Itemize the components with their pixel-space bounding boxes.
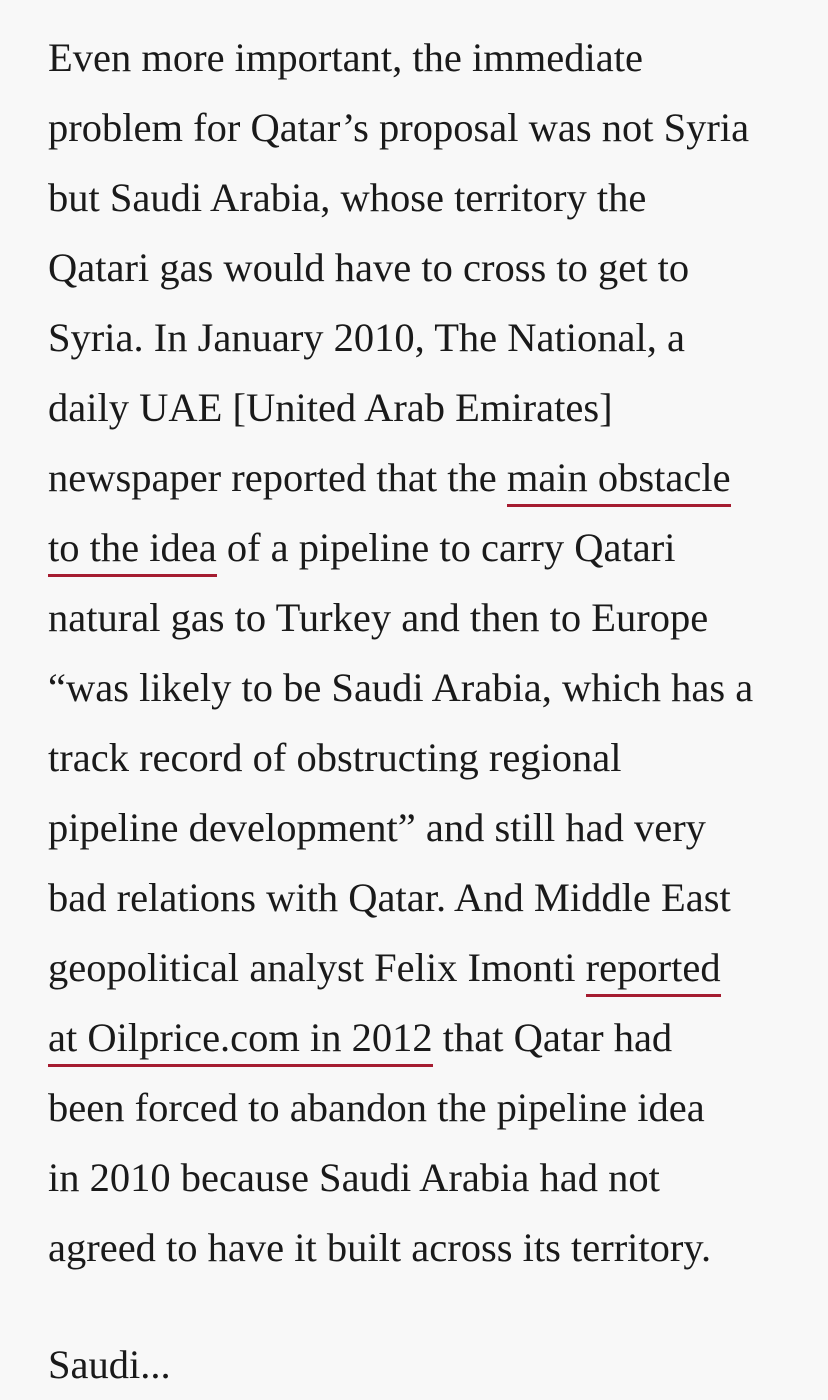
main-obstacle-link[interactable]: main obstacle: [507, 455, 731, 507]
paragraph-line: problem for Qatar’s proposal was not Syria: [48, 105, 750, 150]
paragraph-line: in 2010 because Saudi Arabia had not: [48, 1155, 660, 1200]
paragraph-text: that Qatar had: [432, 1015, 673, 1060]
paragraph-line: track record of obstructing regional: [48, 735, 622, 780]
paragraph-line: Syria. In January 2010, The National, a: [48, 315, 685, 360]
paragraph-line: Qatari gas would have to cross to get to: [48, 245, 690, 290]
paragraph-text: newspaper reported that the: [48, 455, 507, 500]
paragraph-line: [48, 513, 780, 583]
paragraph-line: [48, 933, 780, 1003]
paragraph-line: natural gas to Turkey and then to Europe: [48, 595, 709, 640]
paragraph-line: [48, 443, 780, 513]
paragraph-line: agreed to have it built across its territory.: [48, 1225, 712, 1270]
article-paragraph: [48, 0, 780, 1283]
paragraph-text: of a pipeline to carry Qatari: [216, 525, 676, 570]
oilprice-report-link-continued[interactable]: at Oilprice.com in 2012: [48, 1015, 433, 1067]
paragraph-line: bad relations with Qatar. And Middle East: [48, 875, 731, 920]
paragraph-line: [48, 1003, 780, 1073]
paragraph-text: geopolitical analyst Felix Imonti: [48, 945, 586, 990]
paragraph-line: pipeline development” and still had very: [48, 805, 706, 850]
paragraph-line: daily UAE [United Arab Emirates]: [48, 385, 613, 430]
paragraph-line: “was likely to be Saudi Arabia, which has a: [48, 665, 754, 710]
main-obstacle-link-continued[interactable]: to the idea: [48, 525, 217, 577]
paragraph-line: but Saudi Arabia, whose territory the: [48, 175, 647, 220]
paragraph-line: Even more important, the immediate: [48, 35, 643, 80]
paragraph-line: been forced to abandon the pipeline idea: [48, 1085, 705, 1130]
oilprice-report-link[interactable]: reported: [586, 945, 721, 997]
next-paragraph-partial: Saudi...: [48, 1342, 171, 1387]
